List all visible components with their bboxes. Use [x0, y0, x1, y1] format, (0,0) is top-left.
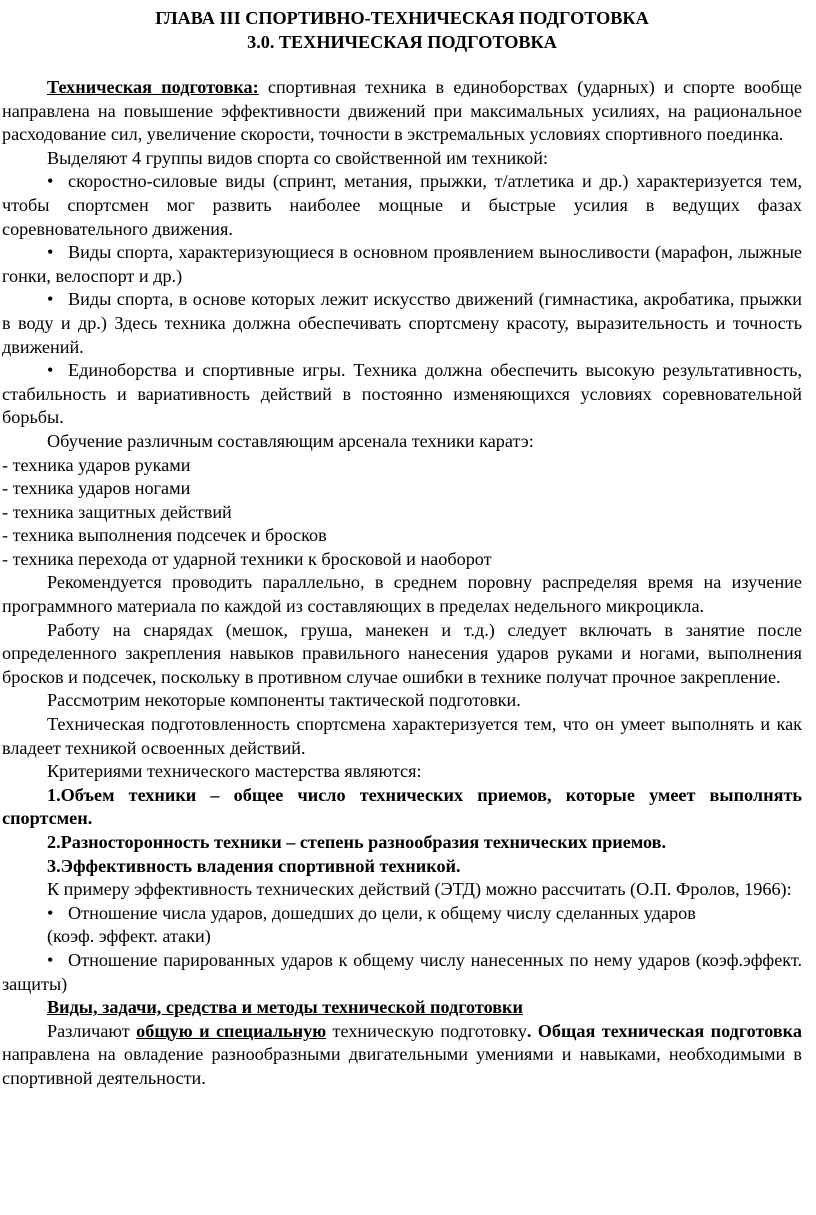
- group-item-2: • Виды спорта, характеризующиеся в основном проявлением выносливости (марафон, лыжные гонки, велоспорт и др.): [2, 242, 802, 286]
- etd-item-1-note: (коэф. эффект. атаки): [47, 926, 211, 947]
- section-title: 3.0. ТЕХНИЧЕСКАЯ ПОДГОТОВКА: [247, 32, 557, 52]
- final-paragraph: Различают общую и специальную техническую подготовку. Общая техническая подготовка направлена на овладение разнообразными двигательными умениями и навыками, необходимыми в спортивной деятельности.: [2, 1020, 802, 1088]
- bullet-icon: •: [47, 949, 54, 970]
- etd-item-1: • Отношение числа ударов, дошедших до цели, к общему числу сделанных ударов: [2, 902, 802, 926]
- general-special-term: общую и специальную: [136, 1020, 327, 1041]
- criterion-1: 1.Объем техники – общее число технических приемов, которые умеет выполнять спортсмен.: [2, 784, 802, 829]
- subheading: Виды, задачи, средства и методы технической подготовки: [47, 997, 523, 1018]
- group-item-3: • Виды спорта, в основе которых лежит искусство движений (гимнастика, акробатика, прыжки в воду и др.) Здесь техника должна обеспечивать спортсмену красоту, выразительность и точность движений.: [2, 289, 802, 357]
- karate-item-5: - техника перехода от ударной техники к бросковой и наоборот: [2, 548, 492, 569]
- bullet-icon: •: [47, 289, 54, 310]
- chapter-title: ГЛАВА III СПОРТИВНО-ТЕХНИЧЕСКАЯ ПОДГОТОВКА: [155, 8, 649, 28]
- karate-item-3: - техника защитных действий: [2, 501, 232, 522]
- etd-item-2: • Отношение парированных ударов к общему числу нанесенных по нему ударов (коэф.эффект. защиты): [2, 949, 802, 994]
- intro-paragraph: [2, 76, 802, 147]
- bullet-icon: •: [47, 171, 54, 192]
- intro-text: спортивная техника в единоборствах (ударных) и спорте вообще направлена на повышение эффективности движений при максимальных усилиях, на рациональное расходование сил, увеличение скорости, точности в экстремальных условиях спортивного поединка.: [2, 77, 802, 145]
- paragraph-criteria: Критериями технического мастерства являются:: [47, 761, 422, 782]
- criterion-3: 3.Эффективность владения спортивной техникой.: [47, 855, 461, 876]
- general-prep-term: . Общая техническая подготовка: [526, 1020, 802, 1041]
- bullet-icon: •: [47, 242, 54, 263]
- criterion-2: 2.Разносторонность техники – степень разнообразия технических приемов.: [47, 832, 667, 852]
- group-item-4: • Единоборства и спортивные игры. Техника должна обеспечить высокую результативность, стабильность и вариативность действий в постоянно изменяющихся условиях соревновательной борьбы.: [2, 360, 802, 428]
- bullet-icon: •: [47, 902, 54, 923]
- karate-item-2: - техника ударов ногами: [2, 478, 191, 499]
- karate-lead: Обучение различным составляющим арсенала техники каратэ:: [47, 430, 534, 451]
- paragraph-apparatus: Работу на снарядах (мешок, груша, манекен и т.д.) следует включать в занятие после определенного закрепления навыков правильного нанесения ударов руками и ногами, выполнения бросков и подсечек, поскольку в противном случае ошибки в технике получат прочное закрепление.: [2, 619, 802, 687]
- paragraph-parallel: Рекомендуется проводить параллельно, в среднем поровну распределяя время на изучение программного материала по каждой из составляющих в пределах недельного микроцикла.: [2, 572, 802, 617]
- paragraph-preparedness: Техническая подготовленность спортсмена характеризуется тем, что он умеет выполнять и как владеет техникой освоенных действий.: [2, 714, 802, 758]
- karate-item-4: - техника выполнения подсечек и бросков: [2, 525, 327, 546]
- paragraph-tactics: Рассмотрим некоторые компоненты тактической подготовки.: [47, 690, 521, 711]
- intro-term: Техническая подготовка:: [47, 77, 259, 97]
- etd-lead: К примеру эффективность технических действий (ЭТД) можно рассчитать (О.П. Фролов, 1966):: [47, 879, 792, 900]
- groups-lead: Выделяют 4 группы видов спорта со свойственной им техникой:: [47, 147, 548, 168]
- karate-item-1: - техника ударов руками: [2, 454, 191, 475]
- bullet-icon: •: [47, 360, 54, 381]
- group-item-1: • скоростно-силовые виды (спринт, метания, прыжки, т/атлетика и др.) характеризуется тем, чтобы спортсмен мог развить наиболее мощные и быстрые усилия в ведущих фазах соревновательного движения.: [2, 171, 802, 239]
